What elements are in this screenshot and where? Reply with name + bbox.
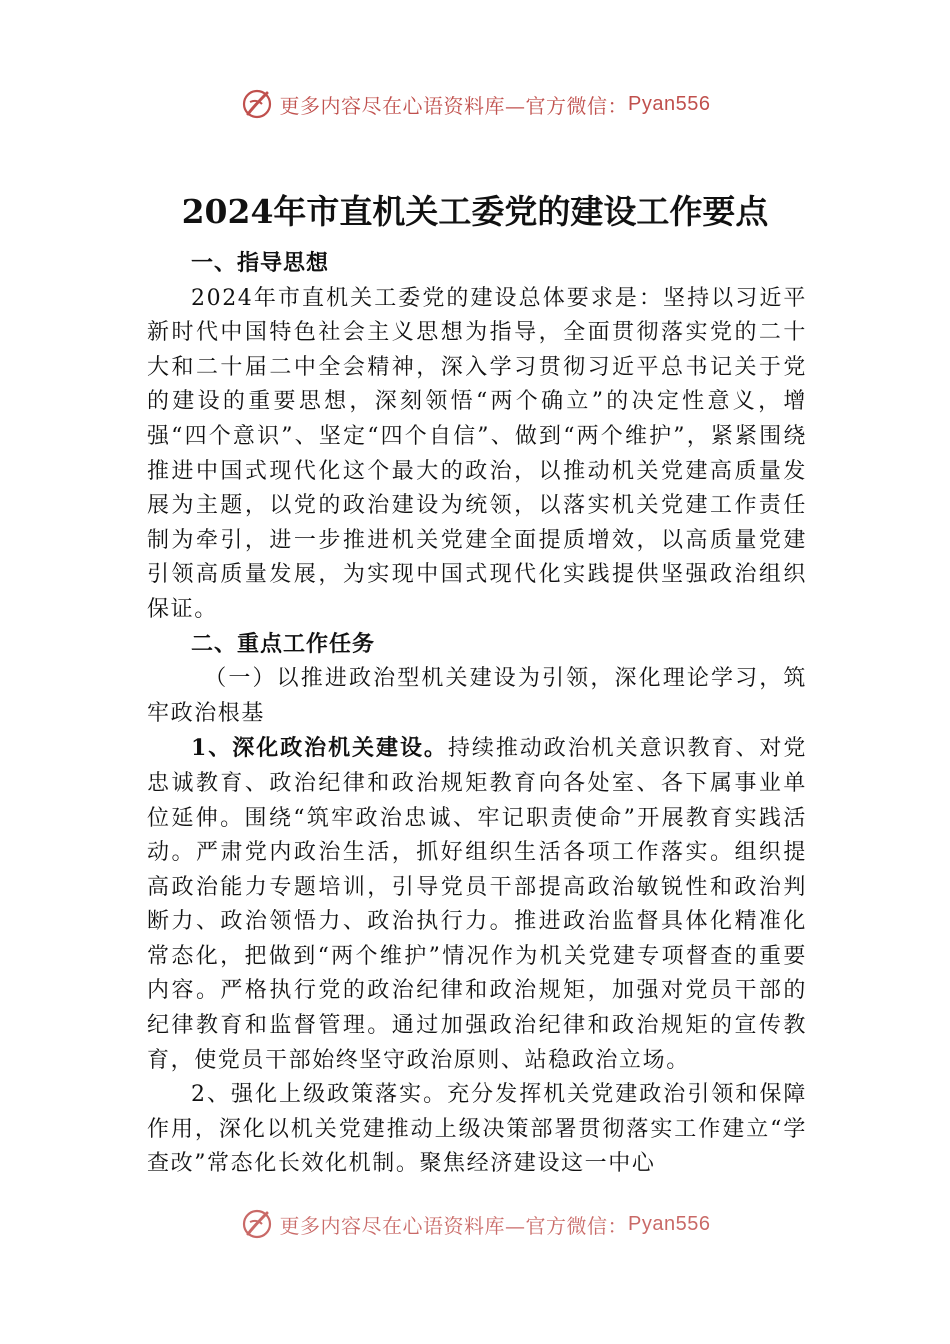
watermark-wechat: Pyan556 (628, 92, 711, 115)
brush-logo-icon (240, 1207, 274, 1241)
watermark-banner-top (0, 84, 950, 124)
watermark-wechat: Pyan556 (628, 1212, 711, 1235)
watermark-text: 更多内容尽在心语资料库—官方微信： (279, 1213, 629, 1238)
paragraph-item-2: 2、强化上级政策落实。充分发挥机关党建政治引领和保障作用，深化以机关党建推动上级决策部署贯彻落实工作建立“学查改”常态化长效化机制。聚焦经济建设这一中心 (147, 1082, 807, 1177)
paragraph-item-1 (147, 731, 807, 1078)
page-title: 2024年市直机关工委党的建设工作要点 (181, 192, 769, 231)
section-heading-2: 二、重点工作任务 (191, 631, 376, 657)
paragraph-guiding-thought: 2024年市直机关工委党的建设总体要求是：坚持以习近平新时代中国特色社会主义思想为指导，全面贯彻落实党的二十大和二十届二中全会精神，深入学习贯彻习近平总书记关于党的建设的重要思想，深刻领悟“两个确立”的决定性意义，增强“四个意识”、坚定“四个自信”、做到“两个维护”，紧紧围绕推进中国式现代化这个最大的政治，以推动机关党建高质量发展为主题，以党的政治建设为统领，以落实机关党建工作责任制为牵引，进一步推进机关党建全面提质增效，以高质量党建引领高质量发展，为实现中国式现代化实践提供坚强政治组织保证。 (147, 285, 807, 622)
brush-logo-icon (240, 87, 274, 121)
watermark-text: 更多内容尽在心语资料库—官方微信： (279, 93, 629, 118)
subsection-heading-1: （一）以推进政治型机关建设为引领，深化理论学习，筑牢政治根基 (147, 666, 807, 726)
item-1-body: 持续推动政治机关意识教育、对党忠诚教育、政治纪律和政治规矩教育向各处室、各下属事业单位延伸。围绕“筑牢政治忠诚、牢记职责使命”开展教育实践活动。严肃党内政治生活，抓好组织生活各项工作落实。组织提高政治能力专题培训，引导党员干部提高政治敏锐性和政治判断力、政治领悟力、政治执行力。推进政治监督具体化精准化常态化，把做到“两个维护”情况作为机关党建专项督查的重要内容。严格执行党的政治纪律和政治规矩，加强对党员干部的纪律教育和监督管理。通过加强政治纪律和政治规矩的宣传教育，使党员干部始终坚守政治原则、站稳政治立场。 (147, 736, 807, 1073)
section-heading-1: 一、指导思想 (191, 251, 330, 276)
watermark-banner-bottom (0, 1204, 950, 1244)
item-1-lead: 1、深化政治机关建设。 (191, 735, 448, 762)
document-body (147, 247, 807, 1182)
